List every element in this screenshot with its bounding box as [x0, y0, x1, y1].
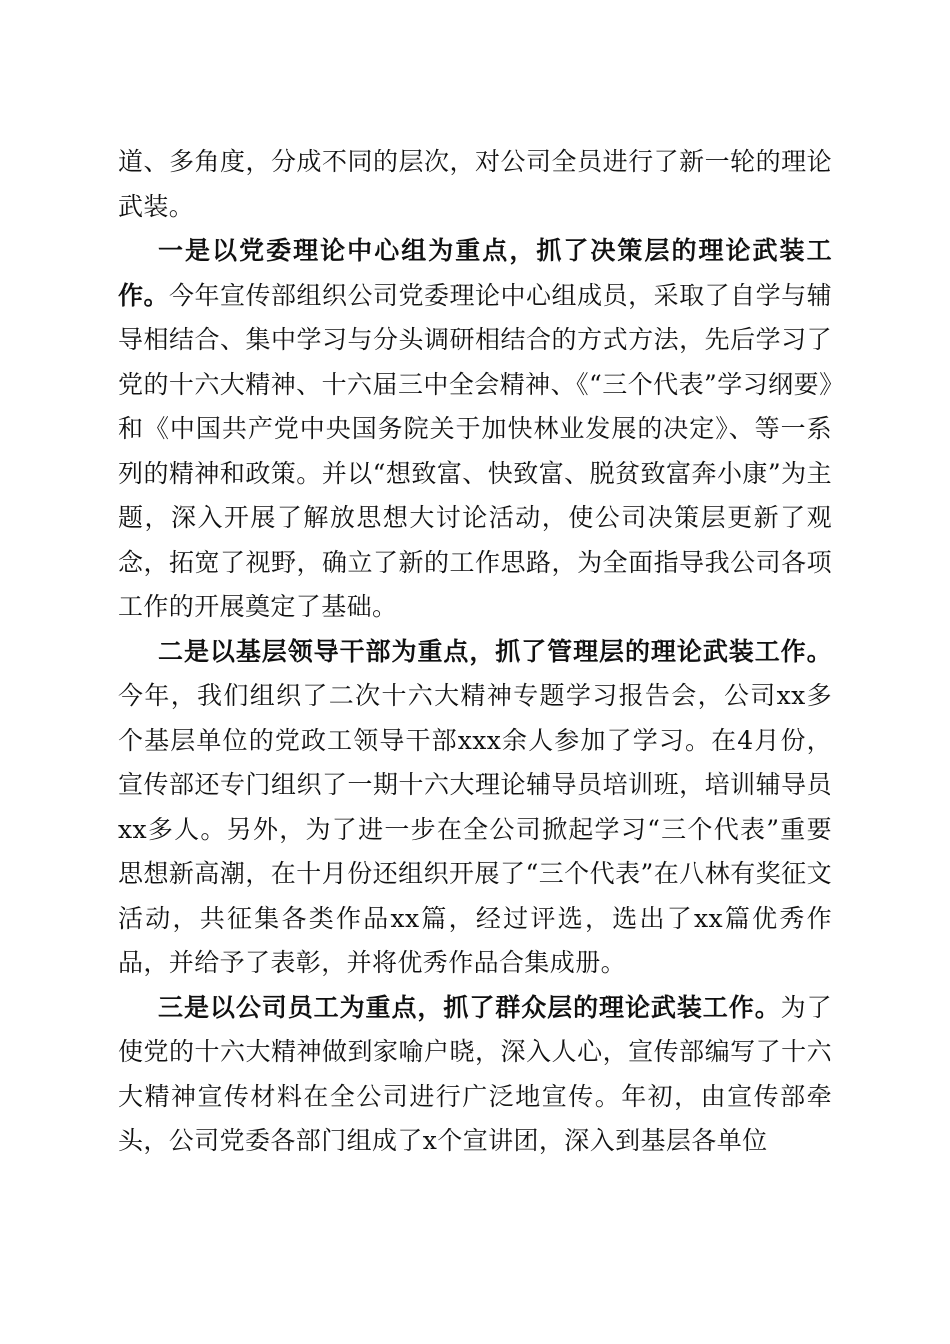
paragraph-text: 为了使党的十六大精神做到家喻户晓，深入人心，宣传部编写了十六大精神宣传材料在全公司进行广泛地宣传。年初，由宣传部牵头，公司党委各部门组成了x个宣讲团，深入到基层各单位: [118, 992, 832, 1155]
paragraph-mass-level: [118, 986, 832, 1164]
paragraph-management-level: [118, 630, 832, 986]
paragraph-lead-heading: 一是以党委理论中心组为重点，抓了决策层的理论武装工作。: [118, 236, 832, 310]
document-body: [118, 140, 832, 1164]
paragraph-continuation: [118, 140, 832, 229]
paragraph-decision-level: [118, 229, 832, 630]
paragraph-lead-heading: 二是以基层领导干部为重点，抓了管理层的理论武装工作。: [158, 636, 832, 666]
paragraph-text: 道、多角度，分成不同的层次，对公司全员进行了新一轮的理论武装。: [118, 147, 832, 221]
paragraph-text: 今年，我们组织了二次十六大精神专题学习报告会，公司xx多个基层单位的党政工领导干部xxx余人参加了学习。在4月份，宣传部还专门组织了一期十六大理论辅导员培训班，培训辅导员xx多人。另外，为了进一步在全公司掀起学习“三个代表”重要思想新高潮，在十月份还组织开展了“三个代表”在八林有奖征文活动，共征集各类作品xx篇，经过评选，选出了xx篇优秀作品，并给予了表彰，并将优秀作品合集成册。: [118, 681, 832, 977]
paragraph-text: 今年宣传部组织公司党委理论中心组成员，采取了自学与辅导相结合、集中学习与分头调研相结合的方式方法，先后学习了党的十六大精神、十六届三中全会精神、《“三个代表”学习纲要》和《中国共产党中央国务院关于加快林业发展的决定》、等一系列的精神和政策。并以“想致富、快致富、脱贫致富奔小康”为主题，深入开展了解放思想大讨论活动，使公司决策层更新了观念，拓宽了视野，确立了新的工作思路，为全面指导我公司各项工作的开展奠定了基础。: [118, 280, 832, 621]
paragraph-lead-heading: 三是以公司员工为重点，抓了群众层的理论武装工作。: [158, 992, 781, 1022]
